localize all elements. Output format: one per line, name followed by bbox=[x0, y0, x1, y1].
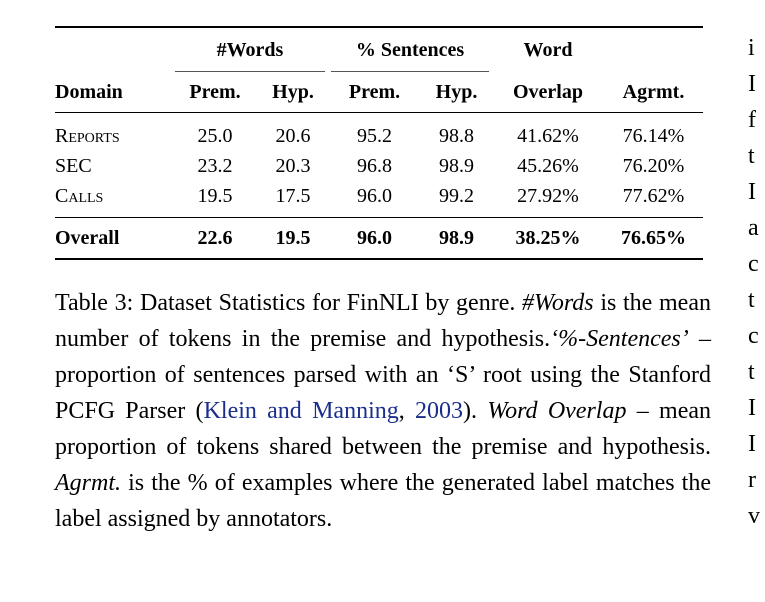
table-cell: 23.2 bbox=[197, 155, 233, 177]
dataset-statistics-table bbox=[55, 26, 703, 260]
words-group-header: #Words bbox=[172, 27, 328, 72]
side-letter: t bbox=[748, 143, 755, 169]
table-cell: 19.5 bbox=[275, 227, 311, 249]
column-header-sent-hyp: Hyp. bbox=[435, 81, 478, 103]
caption-term-agreement: Agrmt. bbox=[55, 470, 121, 496]
table-caption bbox=[55, 285, 711, 537]
table-cell: 96.8 bbox=[357, 155, 392, 177]
table-cell: 27.92% bbox=[517, 185, 579, 207]
column-header-domain: Domain bbox=[55, 81, 123, 103]
side-letter: I bbox=[748, 395, 756, 421]
side-letter: t bbox=[748, 287, 755, 313]
side-letter: f bbox=[748, 107, 756, 133]
side-letter: c bbox=[748, 251, 759, 277]
table-cell: 20.3 bbox=[275, 155, 311, 177]
side-letter: t bbox=[748, 359, 755, 385]
caption-term-overlap: Word Overlap bbox=[487, 398, 627, 424]
table-cell: 98.8 bbox=[439, 125, 474, 147]
caption-text: is the mean number of tokens in the premise and hypothesis. bbox=[55, 290, 711, 352]
table-cell: 22.6 bbox=[197, 227, 233, 249]
word-group-header: Word bbox=[523, 39, 573, 61]
caption-text: – mean proportion of tokens shared between the premise and hypothesis. bbox=[55, 398, 712, 460]
table-cell: 76.14% bbox=[622, 125, 685, 147]
side-letter: i bbox=[748, 35, 755, 61]
empty-header-cell bbox=[604, 27, 703, 72]
side-letter: v bbox=[748, 503, 760, 529]
column-header-row bbox=[55, 72, 703, 113]
side-letter: c bbox=[748, 323, 759, 349]
caption-text: , bbox=[398, 398, 416, 424]
domain-cell: Calls bbox=[55, 185, 104, 207]
table-row bbox=[55, 181, 703, 218]
column-header-sent-prem: Prem. bbox=[348, 81, 401, 103]
column-header-agreement: Agrmt. bbox=[622, 81, 685, 103]
table-cell: 45.26% bbox=[517, 155, 579, 177]
caption-text: ). bbox=[463, 398, 488, 424]
table-cell: 96.0 bbox=[357, 185, 392, 207]
stats-table-container bbox=[55, 26, 703, 260]
table-row bbox=[55, 151, 703, 181]
caption-term-sentences: ‘%-Sentences’ bbox=[550, 326, 689, 352]
table-cell: 76.65% bbox=[621, 227, 686, 249]
citation-link-year[interactable]: 2003 bbox=[415, 398, 464, 424]
caption-text: is the % of examples where the generated label matches the label assigned by annotators. bbox=[55, 470, 711, 532]
table-row bbox=[55, 113, 703, 152]
caption-text: – proportion of sentences parsed with an ‘S’ root using the Stanford PCFG Parser ( bbox=[55, 326, 712, 424]
side-letter: I bbox=[748, 179, 756, 205]
domain-cell: SEC bbox=[55, 155, 92, 177]
table-cell: 38.25% bbox=[515, 227, 581, 249]
table-cell: 98.9 bbox=[439, 155, 474, 177]
column-header-overlap: Overlap bbox=[513, 81, 583, 103]
table-cell: 76.20% bbox=[622, 155, 685, 177]
side-letter: I bbox=[748, 71, 756, 97]
domain-cell: Reports bbox=[55, 125, 120, 147]
column-header-words-prem: Prem. bbox=[189, 81, 241, 103]
table-cell: 96.0 bbox=[357, 227, 392, 249]
table-cell: 17.5 bbox=[275, 185, 311, 207]
caption-text: Table 3: Dataset Statistics for FinNLI by genre. bbox=[55, 290, 523, 316]
table-cell: 25.0 bbox=[197, 125, 233, 147]
domain-cell: Overall bbox=[55, 227, 120, 249]
table-cell: 19.5 bbox=[197, 185, 233, 207]
caption-term-words: #Words bbox=[522, 290, 594, 316]
table-cell: 95.2 bbox=[357, 125, 392, 147]
side-letter: I bbox=[748, 431, 756, 457]
next-column-text-fragment bbox=[748, 30, 765, 534]
column-header-words-hyp: Hyp. bbox=[272, 81, 314, 103]
table-cell: 98.9 bbox=[439, 227, 474, 249]
side-letter: a bbox=[748, 215, 759, 241]
empty-header-cell bbox=[55, 27, 172, 72]
overall-row bbox=[55, 218, 703, 260]
table-cell: 20.6 bbox=[275, 125, 311, 147]
table-cell: 99.2 bbox=[439, 185, 474, 207]
side-letter: r bbox=[748, 467, 756, 493]
sentences-group-header: % Sentences bbox=[328, 27, 492, 72]
citation-link-authors[interactable]: Klein and Manning bbox=[203, 398, 399, 424]
table-cell: 41.62% bbox=[517, 125, 579, 147]
group-header-row bbox=[55, 27, 703, 72]
table-cell: 77.62% bbox=[622, 185, 685, 207]
